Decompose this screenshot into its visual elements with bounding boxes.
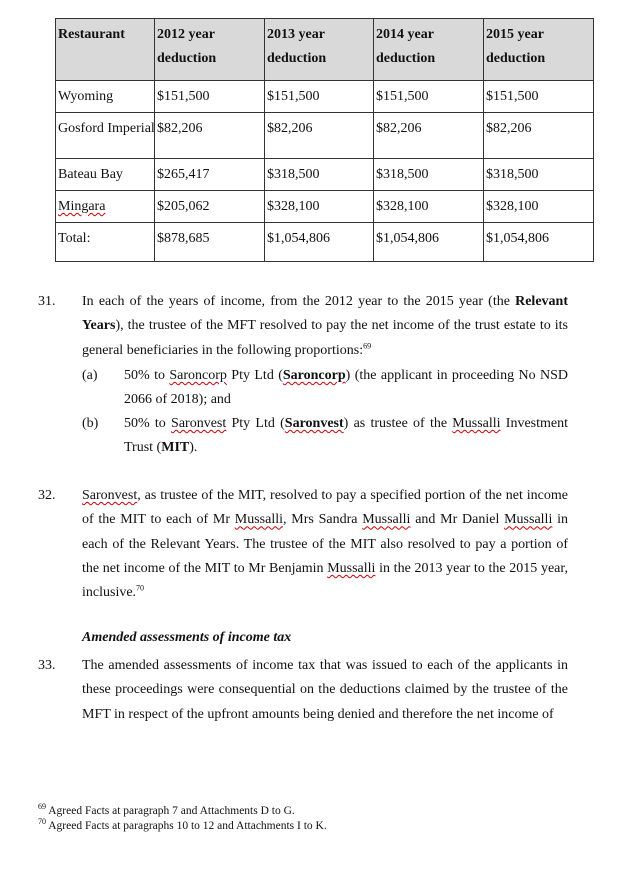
restaurant-cell: Wyoming <box>56 81 155 113</box>
total-cell: $1,054,806 <box>484 223 594 262</box>
amount-cell: $82,206 <box>155 113 265 159</box>
restaurant-cell: Gosford Imperial <box>56 113 155 159</box>
col-header-2015: 2015 year deduction <box>484 19 594 81</box>
amount-cell: $151,500 <box>484 81 594 113</box>
deductions-table <box>55 18 594 262</box>
amount-cell: $151,500 <box>374 81 484 113</box>
table-row <box>56 81 594 113</box>
amount-cell: $328,100 <box>484 191 594 223</box>
amount-cell: $82,206 <box>374 113 484 159</box>
table-header-row <box>56 19 594 81</box>
footnote: $^{69}$ Agreed Facts at paragraph 7 and Attachments D to G. <box>38 802 295 817</box>
amount-cell: $318,500 <box>484 159 594 191</box>
restaurant-cell: Bateau Bay <box>56 159 155 191</box>
table-row <box>56 113 594 159</box>
col-header-2012: 2012 year deduction <box>155 19 265 81</box>
total-cell: $878,685 <box>155 223 265 262</box>
col-header-restaurant: Restaurant <box>56 19 155 81</box>
amount-cell: $82,206 <box>484 113 594 159</box>
amount-cell: $82,206 <box>265 113 374 159</box>
footnote: $^{70}$ Agreed Facts at paragraphs 10 to 12 and Attachments I to K. <box>38 817 327 832</box>
amount-cell: $151,500 <box>265 81 374 113</box>
paragraph-number: 32. <box>38 488 56 503</box>
paragraph-text: Saronvest, as trustee of the MIT, resolved to pay a specified portion of the net income of the MIT to each of Mr Mussalli, Mrs Sandra Mussalli and Mr Daniel Mussalli in each of the Relevant Years. The trustee of the MIT also resolved to pay a portion of the net income of the MIT to Mr Benjamin Mussalli in the 2013 year to the 2015 year, inclusive.$^{70}$ <box>82 488 568 601</box>
amount-cell: $328,100 <box>265 191 374 223</box>
section-heading: Amended assessments of income tax <box>82 630 292 645</box>
footnotes <box>38 804 327 834</box>
paragraph-text: In each of the years of income, from the 2012 year to the 2015 year (the Relevant Years), the trustee of the MFT resolved to pay the net income of the trust estate to its general beneficiaries in the following proportions:$^{69}$ <box>82 294 568 358</box>
col-header-2013: 2013 year deduction <box>265 19 374 81</box>
total-label: Total: <box>56 223 155 262</box>
amount-cell: $318,500 <box>265 159 374 191</box>
table-row <box>56 159 594 191</box>
paragraph-number: 33. <box>38 658 56 673</box>
restaurant-cell: Mingara <box>56 191 155 223</box>
table-total-row <box>56 223 594 262</box>
total-cell: $1,054,806 <box>374 223 484 262</box>
table-row <box>56 191 594 223</box>
amount-cell: $318,500 <box>374 159 484 191</box>
amount-cell: $151,500 <box>155 81 265 113</box>
total-cell: $1,054,806 <box>265 223 374 262</box>
amount-cell: $265,417 <box>155 159 265 191</box>
col-header-2014: 2014 year deduction <box>374 19 484 81</box>
amount-cell: $328,100 <box>374 191 484 223</box>
paragraph-number: 31. <box>38 294 56 309</box>
footnote-ref: 70 <box>136 583 145 593</box>
amount-cell: $205,062 <box>155 191 265 223</box>
paragraph-text: The amended assessments of income tax that was issued to each of the applicants in these proceedings were consequential on the deductions claimed by the trustee of the MFT in respect of the upfront amounts being denied and therefore the net income of <box>82 658 568 722</box>
footnote-ref: 69 <box>363 340 372 350</box>
